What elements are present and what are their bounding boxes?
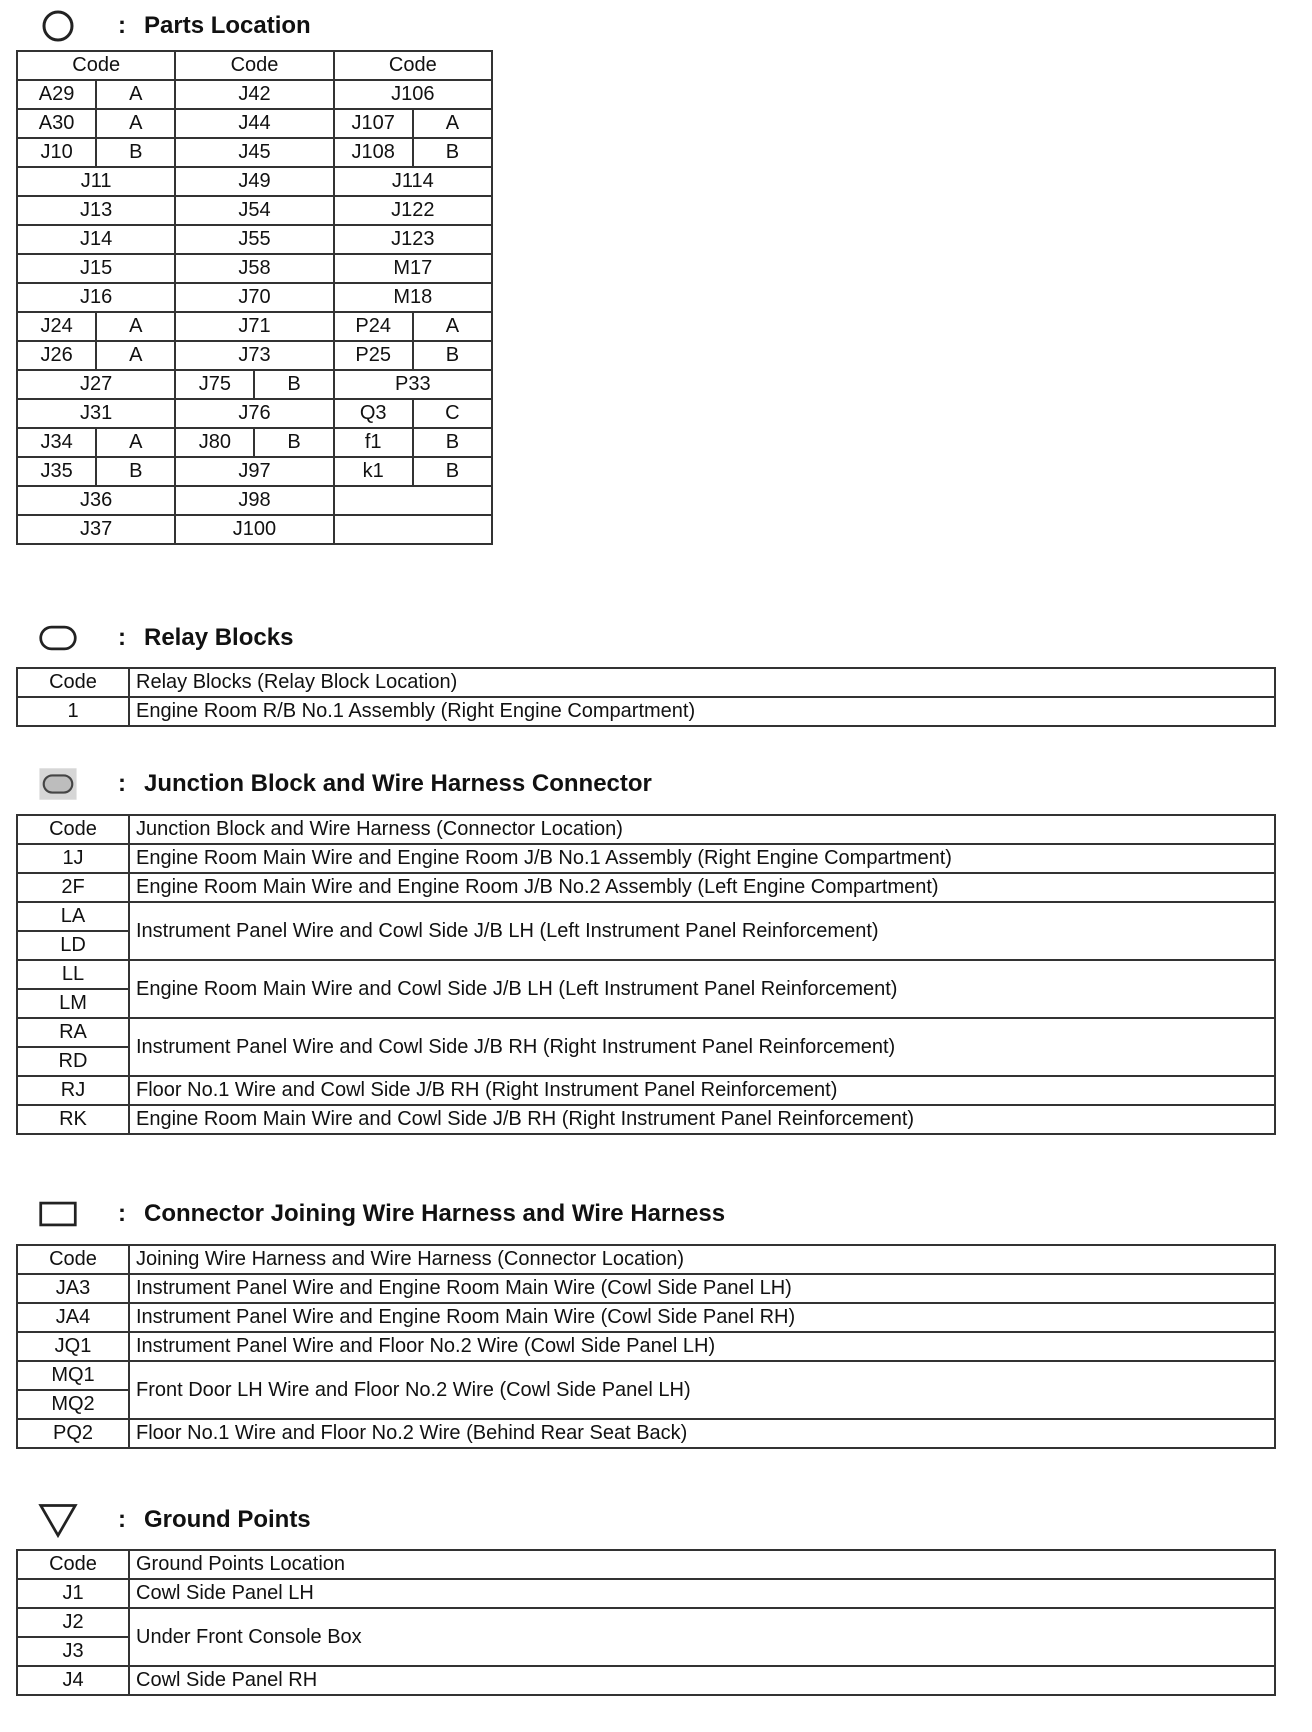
part-code: J26 xyxy=(17,341,96,370)
part-code: J54 xyxy=(175,196,333,225)
code-column-header: Code xyxy=(17,815,129,844)
triangle-icon xyxy=(38,1503,78,1537)
table-row xyxy=(17,1332,1275,1361)
part-code: J122 xyxy=(334,196,492,225)
table-row xyxy=(17,1018,1275,1047)
part-code: Q3 xyxy=(334,399,413,428)
part-code: A29 xyxy=(17,80,96,109)
part-code: J34 xyxy=(17,428,96,457)
part-location-letter: C xyxy=(413,399,492,428)
description-column-header: Ground Points Location xyxy=(129,1550,1275,1579)
part-code: J13 xyxy=(17,196,175,225)
part-location-letter: B xyxy=(254,428,333,457)
table-header-row xyxy=(17,1550,1275,1579)
part-code: J76 xyxy=(175,399,333,428)
row-description: Floor No.1 Wire and Floor No.2 Wire (Behind Rear Seat Back) xyxy=(129,1419,1275,1448)
row-description: Instrument Panel Wire and Floor No.2 Wire (Cowl Side Panel LH) xyxy=(129,1332,1275,1361)
part-code: J10 xyxy=(17,138,96,167)
table-row xyxy=(17,1274,1275,1303)
row-description: Engine Room Main Wire and Cowl Side J/B RH (Right Instrument Panel Reinforcement) xyxy=(129,1105,1275,1134)
table-row xyxy=(17,312,492,341)
relay-blocks-heading xyxy=(38,620,293,656)
part-code: J37 xyxy=(17,515,175,544)
part-code: J36 xyxy=(17,486,175,515)
part-location-letter: B xyxy=(413,138,492,167)
part-code: J70 xyxy=(175,283,333,312)
part-code: J55 xyxy=(175,225,333,254)
parts-location-heading xyxy=(38,8,311,44)
connector-heading xyxy=(38,1196,725,1232)
part-code: J75 xyxy=(175,370,254,399)
row-code: J1 xyxy=(17,1579,129,1608)
part-code: J80 xyxy=(175,428,254,457)
row-description: Instrument Panel Wire and Cowl Side J/B LH (Left Instrument Panel Reinforcement) xyxy=(129,902,1275,960)
table-row xyxy=(17,1666,1275,1695)
row-description: Floor No.1 Wire and Cowl Side J/B RH (Right Instrument Panel Reinforcement) xyxy=(129,1076,1275,1105)
table-row xyxy=(17,225,492,254)
row-code: JQ1 xyxy=(17,1332,129,1361)
heading-colon: : xyxy=(118,12,126,39)
part-code: J73 xyxy=(175,341,333,370)
part-code: J108 xyxy=(334,138,413,167)
table-row xyxy=(17,1419,1275,1448)
junction-block-heading xyxy=(38,766,652,802)
row-code: J3 xyxy=(17,1637,129,1666)
part-location-letter: A xyxy=(413,312,492,341)
part-code: J58 xyxy=(175,254,333,283)
row-code: RJ xyxy=(17,1076,129,1105)
row-description: Engine Room R/B No.1 Assembly (Right Engine Compartment) xyxy=(129,697,1275,726)
table-row xyxy=(17,844,1275,873)
table-row xyxy=(17,283,492,312)
part-code: J27 xyxy=(17,370,175,399)
part-code: J15 xyxy=(17,254,175,283)
part-code: P24 xyxy=(334,312,413,341)
part-code: A30 xyxy=(17,109,96,138)
row-code: 2F xyxy=(17,873,129,902)
shaded-rounded-rect-icon xyxy=(38,767,78,801)
row-code: LM xyxy=(17,989,129,1018)
table-row xyxy=(17,457,492,486)
row-code: JA3 xyxy=(17,1274,129,1303)
part-location-letter: A xyxy=(413,109,492,138)
row-code: MQ2 xyxy=(17,1390,129,1419)
table-row xyxy=(17,515,492,544)
table-row xyxy=(17,1076,1275,1105)
part-code: J49 xyxy=(175,167,333,196)
part-location-letter: B xyxy=(413,428,492,457)
heading-colon: : xyxy=(118,1200,126,1227)
description-column-header: Relay Blocks (Relay Block Location) xyxy=(129,668,1275,697)
column-header: Code xyxy=(17,51,175,80)
part-code: J45 xyxy=(175,138,333,167)
row-description: Cowl Side Panel LH xyxy=(129,1579,1275,1608)
row-description: Engine Room Main Wire and Cowl Side J/B LH (Left Instrument Panel Reinforcement) xyxy=(129,960,1275,1018)
table-row xyxy=(17,196,492,225)
part-code: J97 xyxy=(175,457,333,486)
part-code: J98 xyxy=(175,486,333,515)
part-location-letter: B xyxy=(96,138,175,167)
part-code: J42 xyxy=(175,80,333,109)
table-header-row xyxy=(17,51,492,80)
part-code: M17 xyxy=(334,254,492,283)
table-row xyxy=(17,428,492,457)
table-row xyxy=(17,341,492,370)
table-row xyxy=(17,1303,1275,1332)
part-location-letter: A xyxy=(96,312,175,341)
heading-colon: : xyxy=(118,624,126,651)
row-code: RD xyxy=(17,1047,129,1076)
table-row xyxy=(17,138,492,167)
table-row xyxy=(17,873,1275,902)
connector-table xyxy=(16,1244,1276,1449)
heading-colon: : xyxy=(118,770,126,797)
table-header-row xyxy=(17,1245,1275,1274)
row-description: Under Front Console Box xyxy=(129,1608,1275,1666)
row-code: MQ1 xyxy=(17,1361,129,1390)
row-code: LD xyxy=(17,931,129,960)
row-code: 1 xyxy=(17,697,129,726)
part-code xyxy=(334,486,492,515)
heading-colon: : xyxy=(118,1506,126,1533)
table-row xyxy=(17,960,1275,989)
part-code: J16 xyxy=(17,283,175,312)
table-row xyxy=(17,486,492,515)
row-code: PQ2 xyxy=(17,1419,129,1448)
description-column-header: Joining Wire Harness and Wire Harness (Connector Location) xyxy=(129,1245,1275,1274)
part-location-letter: B xyxy=(413,457,492,486)
table-header-row xyxy=(17,668,1275,697)
table-row xyxy=(17,399,492,428)
part-location-letter: A xyxy=(96,109,175,138)
table-row xyxy=(17,370,492,399)
section-title: Ground Points xyxy=(144,1506,311,1533)
part-code: J114 xyxy=(334,167,492,196)
part-location-letter: B xyxy=(413,341,492,370)
row-description: Instrument Panel Wire and Engine Room Main Wire (Cowl Side Panel RH) xyxy=(129,1303,1275,1332)
section-title: Junction Block and Wire Harness Connector xyxy=(144,770,652,797)
ground-points-table xyxy=(16,1549,1276,1696)
row-code: LL xyxy=(17,960,129,989)
row-code: JA4 xyxy=(17,1303,129,1332)
table-row xyxy=(17,697,1275,726)
table-row xyxy=(17,1105,1275,1134)
row-description: Front Door LH Wire and Floor No.2 Wire (Cowl Side Panel LH) xyxy=(129,1361,1275,1419)
table-row xyxy=(17,1361,1275,1390)
row-code: RK xyxy=(17,1105,129,1134)
rounded-rect-icon xyxy=(38,621,78,655)
circle-icon xyxy=(38,9,78,43)
row-description: Instrument Panel Wire and Engine Room Main Wire (Cowl Side Panel LH) xyxy=(129,1274,1275,1303)
part-code: f1 xyxy=(334,428,413,457)
section-title: Parts Location xyxy=(144,12,311,39)
section-title: Connector Joining Wire Harness and Wire Harness xyxy=(144,1200,726,1227)
row-description: Engine Room Main Wire and Engine Room J/B No.2 Assembly (Left Engine Compartment) xyxy=(129,873,1275,902)
part-code: J14 xyxy=(17,225,175,254)
part-code: k1 xyxy=(334,457,413,486)
table-row xyxy=(17,1608,1275,1637)
part-location-letter: A xyxy=(96,80,175,109)
part-code: P25 xyxy=(334,341,413,370)
row-code: J2 xyxy=(17,1608,129,1637)
part-code: J11 xyxy=(17,167,175,196)
column-header: Code xyxy=(175,51,333,80)
part-code: J106 xyxy=(334,80,492,109)
parts-location-table xyxy=(16,50,493,545)
code-column-header: Code xyxy=(17,668,129,697)
part-code: J123 xyxy=(334,225,492,254)
section-title: Relay Blocks xyxy=(144,624,294,651)
part-code xyxy=(334,515,492,544)
table-row xyxy=(17,80,492,109)
row-code: J4 xyxy=(17,1666,129,1695)
part-code: P33 xyxy=(334,370,492,399)
row-description: Cowl Side Panel RH xyxy=(129,1666,1275,1695)
rectangle-icon xyxy=(38,1197,78,1231)
part-code: M18 xyxy=(334,283,492,312)
part-code: J44 xyxy=(175,109,333,138)
relay-blocks-table xyxy=(16,667,1276,727)
table-row xyxy=(17,902,1275,931)
table-header-row xyxy=(17,815,1275,844)
code-column-header: Code xyxy=(17,1245,129,1274)
part-location-letter: B xyxy=(254,370,333,399)
row-code: LA xyxy=(17,902,129,931)
row-code: 1J xyxy=(17,844,129,873)
row-description: Engine Room Main Wire and Engine Room J/B No.1 Assembly (Right Engine Compartment) xyxy=(129,844,1275,873)
part-code: J71 xyxy=(175,312,333,341)
table-row xyxy=(17,254,492,283)
part-code: J35 xyxy=(17,457,96,486)
part-code: J31 xyxy=(17,399,175,428)
table-row xyxy=(17,167,492,196)
part-location-letter: A xyxy=(96,428,175,457)
row-code: RA xyxy=(17,1018,129,1047)
part-location-letter: A xyxy=(96,341,175,370)
table-row xyxy=(17,109,492,138)
part-code: J24 xyxy=(17,312,96,341)
part-location-letter: B xyxy=(96,457,175,486)
ground-points-heading xyxy=(38,1502,311,1538)
code-column-header: Code xyxy=(17,1550,129,1579)
column-header: Code xyxy=(334,51,492,80)
table-row xyxy=(17,1579,1275,1608)
row-description: Instrument Panel Wire and Cowl Side J/B RH (Right Instrument Panel Reinforcement) xyxy=(129,1018,1275,1076)
part-code: J107 xyxy=(334,109,413,138)
description-column-header: Junction Block and Wire Harness (Connector Location) xyxy=(129,815,1275,844)
junction-block-table xyxy=(16,814,1276,1135)
part-code: J100 xyxy=(175,515,333,544)
